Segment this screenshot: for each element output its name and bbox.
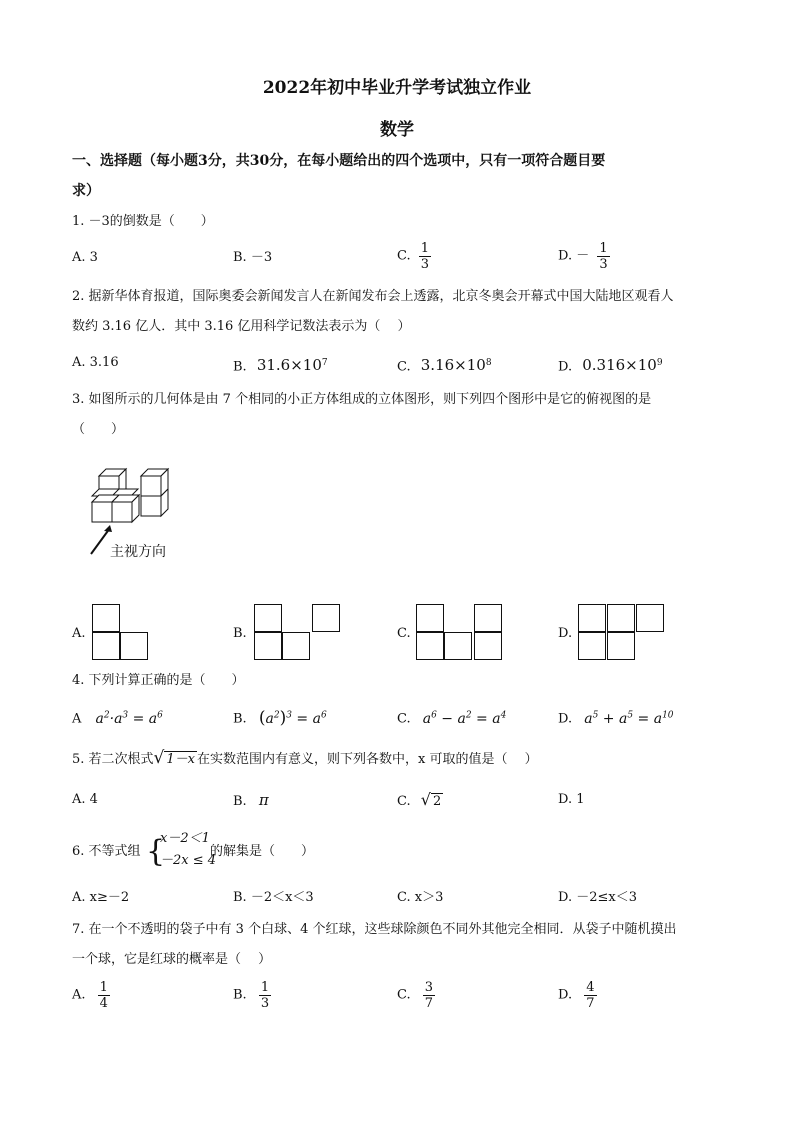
frac-denominator: 3: [420, 257, 430, 272]
q1-option-d-fraction: [597, 241, 609, 272]
q3-option-b: B.: [233, 626, 247, 641]
frac-denominator: 4: [99, 996, 108, 1011]
q3-stem-line2: （ ）: [72, 422, 125, 437]
q4-option-c-expr: $a^6 - a^2 = a^4$: [422, 710, 507, 727]
grid-cell: [416, 604, 444, 632]
grid-cell: [254, 604, 282, 632]
grid-cell: [92, 604, 120, 632]
q7-option-a-fraction: [98, 980, 110, 1011]
grid-cell: [120, 632, 148, 660]
subject-title: 数学: [380, 120, 414, 140]
q7-option-b-label: B.: [233, 987, 247, 1003]
q2-option-c-label: C.: [397, 359, 411, 375]
q5-option-d: D. 1: [558, 792, 585, 807]
q6-stem-post: 的解集是（ ）: [210, 844, 315, 859]
q2-option-a: A. 3.16: [72, 355, 119, 370]
q7-stem-line2: 一个球，它是红球的概率是（ ）: [72, 952, 272, 967]
q2-stem-line2: 数约 3.16 亿人．其中 3.16 亿用科学记数法表示为（ ）: [72, 319, 411, 334]
q7-option-b-fraction: [259, 980, 271, 1011]
q5-radicand: 1－x: [166, 752, 195, 767]
grid-cell: [92, 632, 120, 660]
q3-option-a: A.: [72, 626, 86, 641]
q1-option-d: [558, 241, 610, 272]
q2-option-b-label: B.: [233, 359, 247, 375]
q1-option-b: B. －3: [233, 250, 273, 265]
q6-inequality-2: －2x ≤ 4: [160, 853, 217, 868]
q5-option-b: [233, 790, 269, 812]
q4-option-b-label: B.: [233, 711, 247, 727]
q5-stem-post: 在实数范围内有意义，则下列各数中，x 可取的值是（ ）: [197, 752, 538, 767]
section-heading-cont: 求）: [72, 183, 100, 199]
q2-option-d-exp: 9: [656, 358, 663, 368]
q7-option-d-fraction: [584, 980, 596, 1011]
q7-option-a-label: A.: [72, 987, 86, 1003]
q2-option-c-base: 3.16×10: [420, 356, 486, 375]
q1-option-a: A. 3: [72, 250, 98, 265]
grid-cell: [474, 604, 502, 632]
q5-option-b-val: π: [258, 791, 269, 809]
grid-cell: [607, 604, 635, 632]
q5-option-c-val: 2: [432, 794, 442, 809]
q7-option-d-label: D.: [558, 987, 573, 1003]
q7-option-c-fraction: [423, 980, 435, 1011]
grid-cell: [578, 632, 606, 660]
q6-stem-pre: 6. 不等式组: [72, 844, 141, 859]
grid-cell: [578, 604, 606, 632]
grid-cell: [444, 632, 472, 660]
frac-numerator: 1: [420, 241, 430, 256]
q2-option-b-base: 31.6×10: [256, 356, 322, 375]
q4-option-b-expr: $(a^2)^3 = a^6$: [258, 707, 327, 728]
grid-cell: [636, 604, 664, 632]
q7-option-c-label: C.: [397, 987, 411, 1003]
q2-option-c-exp: 8: [485, 358, 492, 368]
q1-stem: 1. －3的倒数是（ ）: [72, 214, 214, 229]
frac-denominator: 3: [260, 996, 270, 1011]
grid-cell: [312, 604, 340, 632]
q4-option-b: [233, 705, 327, 730]
q4-option-c-label: C.: [397, 711, 411, 727]
q3-option-d: D.: [558, 626, 573, 641]
q4-stem: 4. 下列计算正确的是（ ）: [72, 673, 245, 688]
section-heading: 一、选择题（每小题3分，共30分，在每小题给出的四个选项中，只有一项符合题目要: [72, 153, 606, 169]
q4-option-d-label: D.: [558, 711, 573, 727]
grid-cell: [282, 632, 310, 660]
q1-option-c: [397, 241, 431, 272]
q5-stem: [72, 748, 538, 770]
q7-stem-line1: 7. 在一个不透明的袋子中有 3 个白球、4 个红球，这些球除颜色不同外其他完全相同．从袋子中随机摸出: [72, 922, 677, 937]
q5-option-c: [397, 790, 443, 812]
q7-option-a: [72, 980, 110, 1011]
q2-stem-line1: 2. 据新华体育报道，国际奥委会新闻发言人在新闻发布会上透露，北京冬奥会开幕式中国大陆地区观看人: [72, 289, 674, 304]
q6-option-a: A. x≥－2: [72, 890, 130, 905]
q4-option-d-expr: $a^5 + a^5 = a^{10}$: [584, 710, 674, 727]
q7-option-c: [397, 980, 435, 1011]
grid-cell: [254, 632, 282, 660]
q6-inequality-1: x－2＜1: [160, 831, 210, 846]
q6-option-d: D. －2≤x＜3: [558, 890, 637, 905]
frac-numerator: 4: [586, 980, 595, 995]
q6-option-c: C. x＞3: [397, 890, 444, 905]
q6-option-b: B. －2＜x＜3: [233, 890, 314, 905]
sqrt-icon: √: [420, 790, 431, 809]
q3-stem-line1: 3. 如图所示的几何体是由 7 个相同的小正方体组成的立体图形，则下列四个图形中是它的俯视图的是: [72, 392, 652, 407]
q7-option-d: [558, 980, 597, 1011]
grid-cell: [416, 632, 444, 660]
q5-option-a: A. 4: [72, 792, 98, 807]
q1-option-c-label: C.: [397, 248, 411, 264]
q4-option-a-expr: $a^2\cdot a^3 = a^6$: [95, 710, 163, 727]
grid-cell: [474, 632, 502, 660]
q5-option-b-label: B.: [233, 794, 247, 809]
grid-cell: [607, 632, 635, 660]
q1-option-d-sign: －: [576, 248, 590, 264]
frac-denominator: 7: [586, 996, 595, 1011]
q2-option-b-exp: 7: [321, 358, 328, 368]
view-direction-caption: 主视方向: [110, 544, 166, 560]
q1-option-d-label: D.: [558, 248, 573, 264]
q4-option-d: [558, 705, 674, 730]
q2-option-d-label: D.: [558, 359, 573, 375]
left-brace-icon: {: [146, 834, 166, 869]
exam-title: 2022年初中毕业升学考试独立作业: [262, 78, 532, 98]
q5-stem-pre: 5. 若二次根式: [72, 752, 154, 767]
q4-option-a-label: A: [72, 711, 82, 727]
frac-numerator: 3: [424, 980, 434, 995]
q5-option-c-label: C.: [397, 794, 411, 809]
q4-option-c: [397, 705, 506, 730]
q7-option-b: [233, 980, 271, 1011]
frac-denominator: 3: [599, 257, 608, 272]
q2-option-d-base: 0.316×10: [582, 356, 657, 375]
q2-option-d: [558, 353, 663, 377]
q3-option-c: C.: [397, 626, 411, 641]
frac-denominator: 7: [424, 996, 434, 1011]
frac-numerator: 1: [599, 241, 608, 256]
frac-numerator: 1: [99, 980, 108, 995]
q1-option-c-fraction: [419, 241, 431, 272]
q2-option-b: [233, 353, 328, 377]
sqrt-icon: √: [153, 748, 165, 768]
q4-option-a: [72, 705, 163, 730]
frac-numerator: 1: [260, 980, 270, 995]
q2-option-c: [397, 353, 492, 377]
